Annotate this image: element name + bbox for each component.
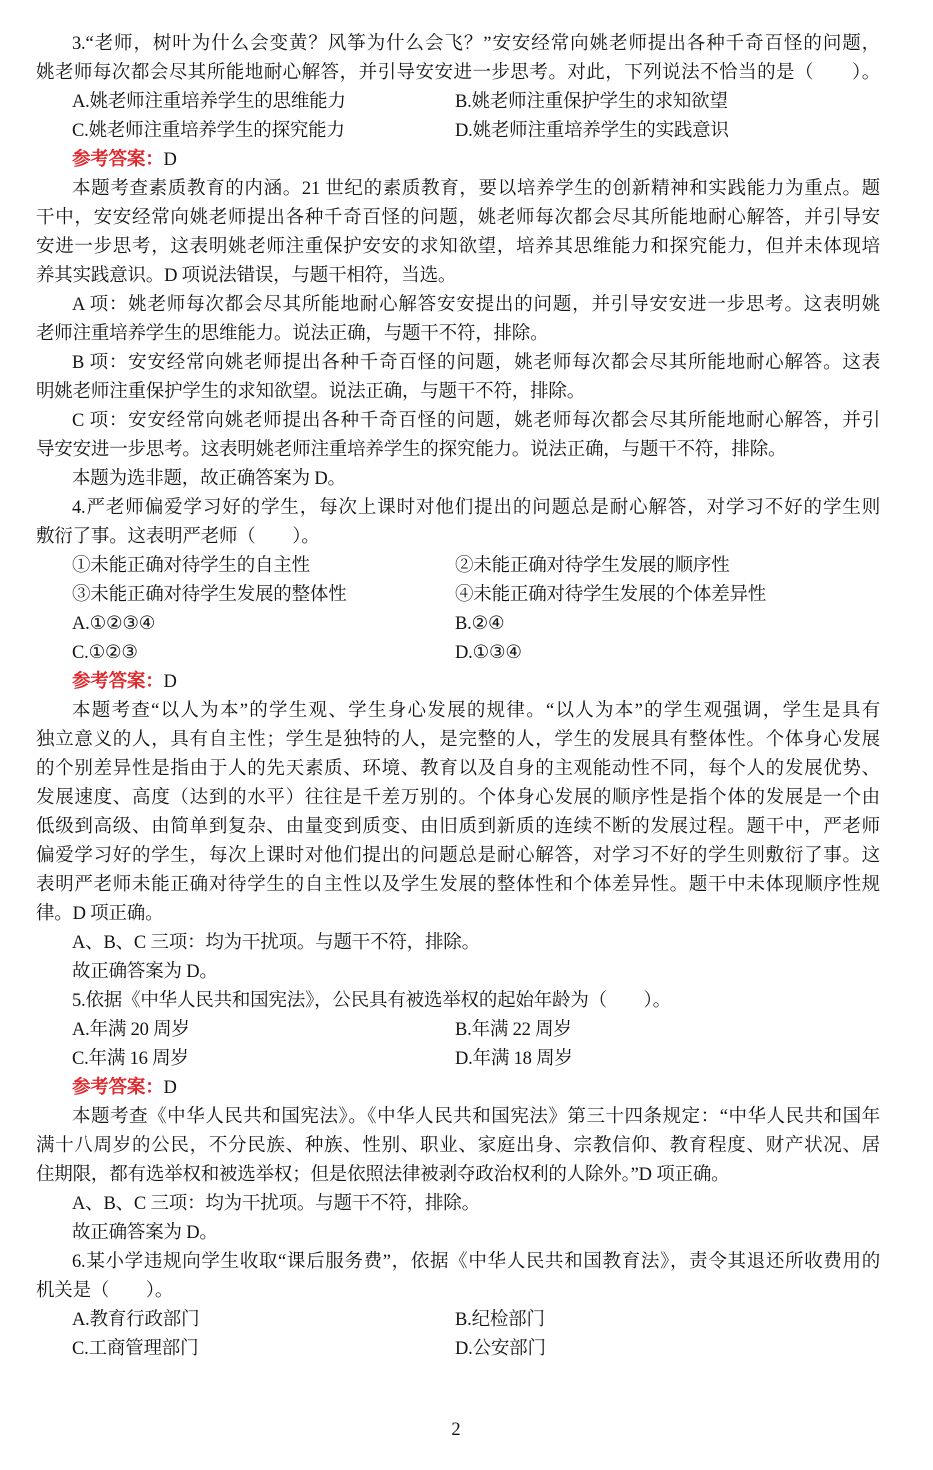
statement-row [36, 552, 880, 581]
statement-3: ③未能正确对待学生发展的整体性 [72, 585, 347, 605]
option-c: C.年满 16 周岁 [72, 1049, 189, 1069]
explanation-line: 满十八周岁的公民，不分民族、种族、性别、职业、家庭出身、宗教信仰、教育程度、财产状况、居 [36, 1136, 880, 1156]
explanation-line: 独立意义的人，具有自主性；学生是独特的人，是完整的人，学生的发展具有整体性。个体身心发展 [36, 730, 880, 750]
option-row [36, 1016, 880, 1045]
question-stem-line: 4.严老师偏爱学习好的学生，每次上课时对他们提出的问题总是耐心解答，对学习不好的学生则 [72, 498, 880, 518]
statement-row [36, 581, 880, 610]
option-b: B.年满 22 周岁 [455, 1020, 572, 1040]
explanation-line: C 项：安安经常向姚老师提出各种千奇百怪的问题，姚老师每次都会尽其所能地耐心解答，并引 [72, 411, 880, 431]
option-d: D.公安部门 [455, 1339, 546, 1359]
explanation-line: 本题考查素质教育的内涵。21 世纪的素质教育，要以培养学生的创新精神和实践能力为重点。题 [72, 179, 880, 199]
answer-line [36, 1074, 880, 1103]
option-d: D.①③④ [455, 643, 522, 663]
option-row [36, 88, 880, 117]
explanation-line: 故正确答案为 D。 [72, 1223, 218, 1243]
answer-line [36, 146, 880, 175]
explanation-line: 表明严老师未能正确对待学生的自主性以及学生发展的整体性和个体差异性。题干中未体现顺序性规 [36, 875, 880, 895]
option-b: B.姚老师注重保护学生的求知欲望 [455, 92, 728, 112]
explanation-line: 安进一步思考，这表明姚老师注重保护安安的求知欲望，培养其思维能力和探究能力，但并未体现培 [36, 237, 880, 257]
explanation-line: 住期限，都有选举权和被选举权；但是依照法律被剥夺政治权利的人除外。”D 项正确。 [36, 1165, 730, 1185]
explanation-line: 养其实践意识。D 项说法错误，与题干相符，当选。 [36, 266, 457, 286]
option-b: B.纪检部门 [455, 1310, 545, 1330]
page-number: 2 [451, 1420, 461, 1440]
option-row [36, 639, 880, 668]
option-a: A.教育行政部门 [72, 1310, 200, 1330]
option-row [36, 1306, 880, 1335]
explanation-line: 干中，安安经常向姚老师提出各种千奇百怪的问题，姚老师每次都会尽其所能地耐心解答，并引导安 [36, 208, 880, 228]
answer-label: 参考答案： [72, 672, 164, 692]
answer-label: 参考答案： [72, 150, 164, 170]
explanation-line: 本题考查《中华人民共和国宪法》。《中华人民共和国宪法》第三十四条规定：“中华人民共和国年 [72, 1107, 880, 1127]
question-6 [36, 1248, 880, 1364]
explanation-line: 本题为选非题，故正确答案为 D。 [72, 469, 346, 489]
explanation-line: 本题考查“以人为本”的学生观、学生身心发展的规律。“以人为本”的学生观强调，学生是具有 [72, 701, 880, 721]
answer-line [36, 668, 880, 697]
option-row [36, 610, 880, 639]
statement-1: ①未能正确对待学生的自主性 [72, 556, 310, 576]
question-5 [36, 987, 880, 1248]
option-c: C.姚老师注重培养学生的探究能力 [72, 121, 345, 141]
question-4 [36, 494, 880, 987]
explanation-line: 低级到高级、由简单到复杂、由量变到质变、由旧质到新质的连续不断的发展过程。题干中，严老师 [36, 817, 880, 837]
statement-4: ④未能正确对待学生发展的个体差异性 [455, 585, 767, 605]
option-c: C.①②③ [72, 643, 138, 663]
explanation-line: 律。D 项正确。 [36, 904, 164, 924]
question-stem-line: 姚老师每次都会尽其所能地耐心解答，并引导安安进一步思考。对此，下列说法不恰当的是（ ）。 [36, 63, 880, 83]
answer-value: D [163, 1078, 177, 1098]
option-row [36, 1335, 880, 1364]
explanation-line: 导安安进一步思考。这表明姚老师注重培养学生的探究能力。说法正确，与题干不符，排除。 [36, 440, 787, 460]
explanation-line: A、B、C 三项：均为干扰项。与题干不符，排除。 [72, 933, 480, 953]
question-stem-line: 3.“老师，树叶为什么会变黄？风筝为什么会飞？”安安经常向姚老师提出各种千奇百怪的问题， [72, 34, 880, 54]
explanation-line: 老师注重培养学生的思维能力。说法正确，与题干不符，排除。 [36, 324, 549, 344]
option-row [36, 1045, 880, 1074]
answer-label: 参考答案： [72, 1078, 164, 1098]
explanation-line: A 项：姚老师每次都会尽其所能地耐心解答安安提出的问题，并引导安安进一步思考。这表明姚 [72, 295, 880, 315]
option-a: A.姚老师注重培养学生的思维能力 [72, 92, 346, 112]
explanation-line: B 项：安安经常向姚老师提出各种千奇百怪的问题，姚老师每次都会尽其所能地耐心解答。这表 [72, 353, 880, 373]
exam-page-content [36, 30, 880, 1364]
statement-2: ②未能正确对待学生发展的顺序性 [455, 556, 730, 576]
question-stem-line: 机关是（ ）。 [36, 1281, 174, 1301]
option-row [36, 117, 880, 146]
option-d: D.年满 18 周岁 [455, 1049, 573, 1069]
question-stem-line: 6.某小学违规向学生收取“课后服务费”，依据《中华人民共和国教育法》，责令其退还所收费用的 [72, 1252, 880, 1272]
explanation-line: 的个别差异性是指由于人的先天素质、环境、教育以及自身的主观能动性不同，每个人的发展优势、 [36, 759, 880, 779]
explanation-line: 明姚老师注重保护学生的求知欲望。说法正确，与题干不符，排除。 [36, 382, 586, 402]
option-a: A.①②③④ [72, 614, 156, 634]
option-c: C.工商管理部门 [72, 1339, 199, 1359]
question-stem-line: 敷衍了事。这表明严老师（ ）。 [36, 527, 320, 547]
explanation-line: 发展速度、高度（达到的水平）往往是千差万别的。个体身心发展的顺序性是指个体的发展是一个由 [36, 788, 880, 808]
answer-value: D [163, 150, 177, 170]
explanation-line: 偏爱学习好的学生，每次上课时对他们提出的问题总是耐心解答，对学习不好的学生则敷衍了事。这 [36, 846, 880, 866]
option-a: A.年满 20 周岁 [72, 1020, 190, 1040]
option-d: D.姚老师注重培养学生的实践意识 [455, 121, 729, 141]
question-stem-line: 5.依据《中华人民共和国宪法》，公民具有被选举权的起始年龄为（ ）。 [72, 991, 671, 1011]
option-b: B.②④ [455, 614, 505, 634]
explanation-line: A、B、C 三项：均为干扰项。与题干不符，排除。 [72, 1194, 480, 1214]
explanation-line: 故正确答案为 D。 [72, 962, 218, 982]
question-3 [36, 30, 880, 494]
answer-value: D [163, 672, 177, 692]
